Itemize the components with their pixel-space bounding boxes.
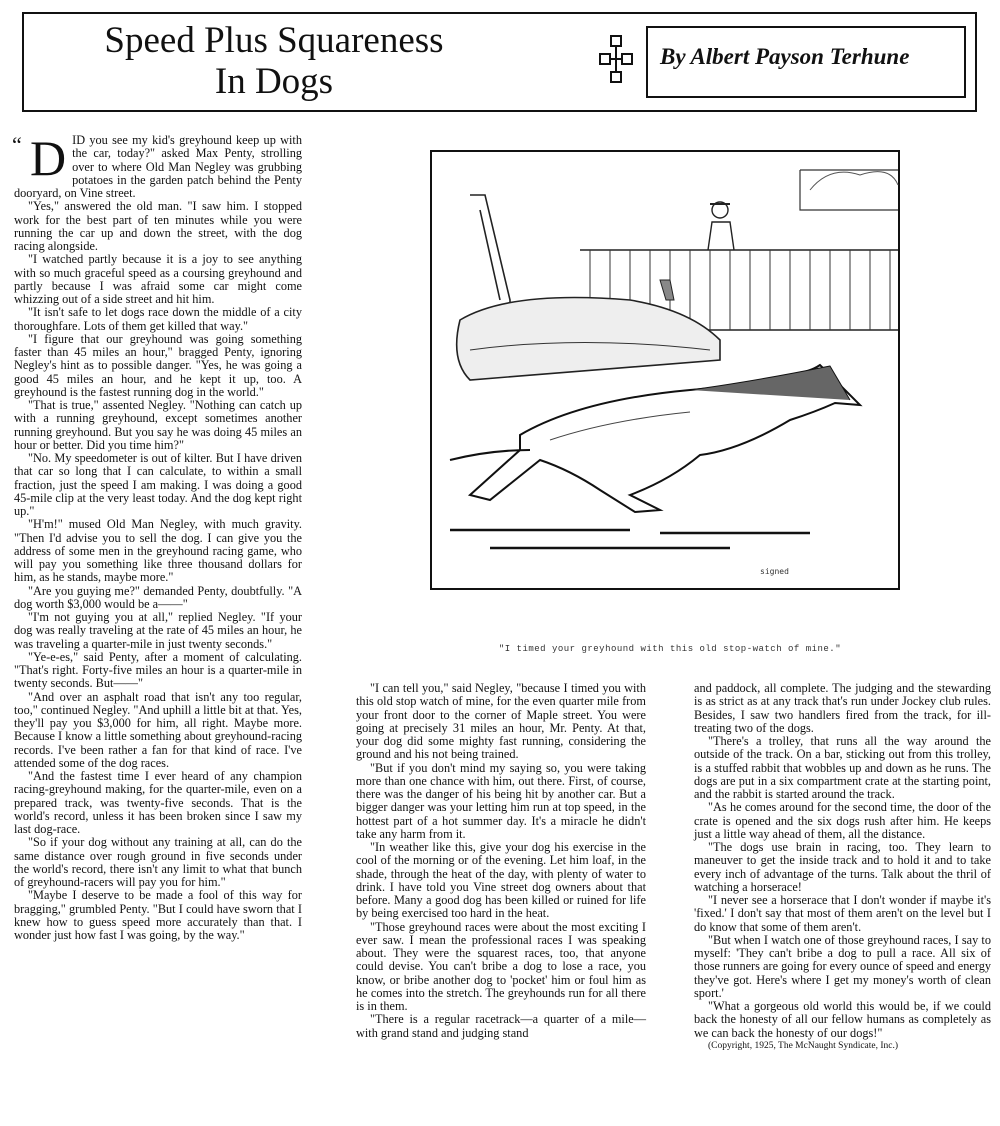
article-column-2	[356, 682, 646, 1040]
opening-quote-mark: “	[12, 132, 22, 157]
paragraph: "Yes," answered the old man. "I saw him. I stopped work for the best part of ten minutes while you were running the car up and down the street, with the dog racing alongside.	[14, 199, 302, 253]
copyright-notice: (Copyright, 1925, The McNaught Syndicate, Inc.)	[708, 1040, 899, 1051]
article-column-1	[12, 130, 302, 942]
paragraph: "So if your dog without any training at all, can do the same distance over rough ground in five seconds under the world's record, there isn't any limit to what that bunch of greyhound-racers will pay you for him."	[14, 835, 302, 889]
paragraph: and paddock, all complete. The judging and the stewarding is as strict as at any track that's run under Jockey club rules. Besides, I saw two handlers fired from the track, for ill-treating two of the dogs.	[694, 681, 991, 735]
paragraph: "What a gorgeous old world this would be, if we could back the honesty of all our fellow humans as completely as we can back the honesty of our dogs!"	[694, 999, 991, 1040]
article-column-3	[694, 682, 991, 1053]
paragraph: "There's a trolley, that runs all the way around the outside of the track. On a bar, sticking out from this trolley, is a stuffed rabbit that wobbles up and down as he runs. The dogs are put in a six compartment crate at the starting point, and the rabbit is started around the track.	[694, 734, 991, 801]
paragraph: "I can tell you," said Negley, "because I timed you with this old stop watch of mine, for the even quarter mile from your front door to the corner of Maple street. You were going at precisely 31 miles an hour, Mr. Penty. At that, your dog did some mighty fast running, considering the ground and his not being trained.	[356, 681, 646, 762]
paragraph: "No. My speedometer is out of kilter. But I have driven that car so long that I can calculate, to within a small fraction, just the speed I am making. I was doing a good 45-mile clip at the very least today. And the dog kept right up."	[14, 451, 302, 518]
drop-cap: D	[30, 130, 67, 186]
artist-signature: signed	[760, 567, 789, 576]
paragraph: "And over an asphalt road that isn't any too regular, too," continued Negley. "And uphill a little bit at that. Yes, they'll pay you $3,000 for him, all right. Maybe more. Because I know a little something about greyhound-racing records. I've been rather a fan for that kind of race. I've attended some of the dog races.	[14, 689, 302, 770]
paragraph: "Are you guying me?" demanded Penty, doubtfully. "A dog worth $3,000 would be a——"	[14, 583, 302, 611]
paragraph: "H'm!" mused Old Man Negley, with much gravity. "Then I'd advise you to sell the dog. I can give you the address of some men in the greyhound racing game, who will pay you something like three thousand dollars for him, as he stands, maybe more."	[14, 517, 302, 585]
byline: By Albert Payson Terhune	[660, 44, 910, 69]
paragraph: "As he comes around for the second time, the door of the crate is opened and the six dogs rush after him. He keeps just a little way ahead of them, all the distance.	[694, 800, 991, 841]
paragraph: "But if you don't mind my saying so, you were taking more than one chance with him, out there. First, of course, there was the danger of his being hit by another car. But a bigger danger was your letting him run at top speed, in the hottest part of a hot summer day. It's a miracle he didn't take any harm from it.	[356, 760, 646, 841]
paragraph: "It isn't safe to let dogs race down the middle of a city thoroughfare. Lots of them get killed that way."	[14, 305, 302, 333]
paragraph: "I figure that our greyhound was going something faster than 45 miles an hour," bragged Penty, ignoring Negley's hint as to possible danger. "Yes, he was going a good 45 miles an hour, and he kept it up, too. A greyhound is the fastest running dog in the world."	[14, 331, 302, 399]
headline-line-2: In Dogs	[214, 61, 334, 102]
headline	[34, 20, 514, 102]
headline-line-1: Speed Plus Squareness	[104, 20, 444, 61]
paragraph: "There is a regular racetrack—a quarter of a mile—with grand stand and judging stand	[356, 1012, 646, 1040]
paragraph: "I never see a horserace that I don't wonder if maybe it's 'fixed.' I don't say that most of them aren't on the level but I do know that some of them aren't.	[694, 893, 991, 934]
paragraph: "And the fastest time I ever heard of any champion racing-greyhound making, for the quarter-mile, even on a prepared track, was twenty-five seconds. That is the world's record, unless it has been broken since I saw my last dog-race.	[14, 769, 302, 836]
paragraph: "In weather like this, give your dog his exercise in the cool of the morning or of the evening. Let him loaf, in the shade, through the heat of the day, with plenty of water to drink. I have told you Vine street dog owners about that before. Many a good dog has been killed or ruined for life by being exercised too hard in the heat.	[356, 840, 646, 921]
paragraph: "The dogs use brain in racing, too. They learn to maneuver to get the inside track and to hold it and to take every inch of advantage of the turns. Talk about the thril of watching a horserace!	[694, 840, 991, 894]
paragraph: "Maybe I deserve to be made a fool of this way for bragging," grumbled Penty. "But I could have sworn that I knew how to guess speed more accurately than that. I wonder just how fast I was going, by the way."	[14, 888, 302, 942]
paragraph: ID you see my kid's greyhound keep up with the car, today?" asked Max Penty, strolling over to where Old Man Negley was grubbing potatoes in the garden patch behind the Penty dooryard, on Vine street.	[14, 133, 302, 200]
paragraph: "That is true," assented Negley. "Nothing can catch up with a running greyhound, except sometimes another running greyhound. But you say he was doing 45 miles an hour or better. Did you time him?"	[14, 398, 302, 452]
paragraph: "I watched partly because it is a joy to see anything with so much graceful speed as a coursing greyhound and partly because I was afraid some car might come whizzing out of a side street and hit him.	[14, 252, 302, 306]
greyhound-illustration	[430, 150, 900, 590]
illustration-caption: "I timed your greyhound with this old stop-watch of mine."	[498, 644, 842, 654]
paragraph: "I'm not guying you at all," replied Negley. "If your dog was really traveling at the rate of 45 miles an hour, he was traveling a quarter-mile in just twenty seconds."	[14, 610, 302, 651]
paragraph: "But when I watch one of those greyhound races, I say to myself: 'They can't bribe a dog to pull a race. All six of those runners are going for every ounce of speed and energy they've got. Here's where I get my money's worth of clean sport.'	[694, 932, 991, 1000]
masthead	[22, 12, 977, 112]
paragraph: "Ye-e-es," said Penty, after a moment of calculating. "That's right. Forty-five miles an hour is a quarter-mile in twenty seconds. But——"	[14, 649, 302, 691]
paragraph: "Those greyhound races were about the most exciting I ever saw. I mean the professional races I was speaking about. They were the squarest races, too, that anyone could devise. You can't bribe a dog to lose a race, you know, or bribe another dog to 'pocket' him or foul him as he comes into the stretch. The greyhounds run for all there is in them.	[356, 919, 646, 1013]
ornament-icon	[596, 32, 636, 92]
